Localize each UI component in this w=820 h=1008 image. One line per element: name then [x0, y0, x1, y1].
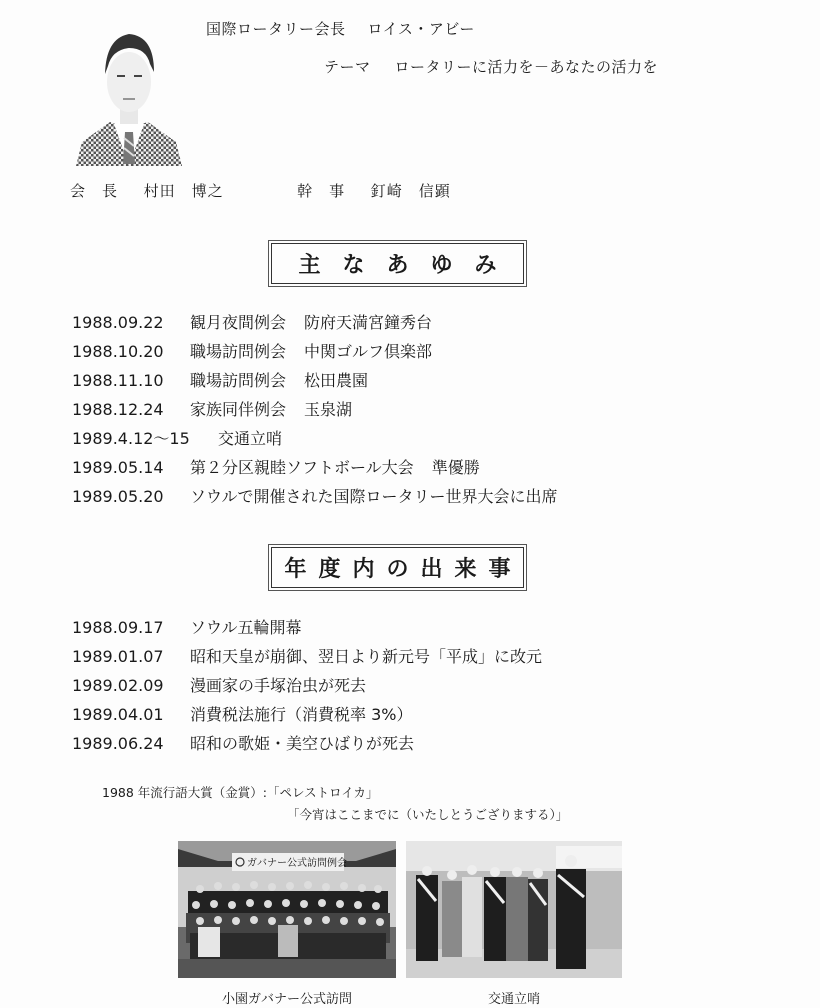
events-heading: 年度内の出来事	[271, 547, 524, 588]
traffic-watch-photo	[406, 841, 622, 978]
buzzword-line-2: 「今宵はここまでに（いたしとうござりまする）」	[287, 807, 569, 822]
traffic-watch-caption: 交通立哨	[487, 992, 540, 1007]
governor-visit-photo	[178, 841, 396, 978]
theme-label: テーマ	[324, 58, 371, 76]
list-item: 1989.05.20 ソウルで開催された国際ロータリー世界大会に出席	[72, 487, 558, 506]
secretary-name: 釘崎 信顕	[370, 182, 451, 200]
theme-line	[324, 56, 658, 77]
events-heading-box	[268, 544, 527, 591]
list-item: 1988.11.10 職場訪問例会 松田農園	[72, 371, 369, 390]
list-item: 1989.4.12～15 交通立哨	[72, 429, 283, 448]
portrait-image	[76, 24, 182, 166]
buzzword-award	[102, 782, 568, 826]
events-list	[72, 613, 542, 758]
buzzword-line-1: 1988 年流行語大賞（金賞）:「ペレストロイカ」	[102, 785, 379, 800]
list-item: 1989.05.14 第２分区親睦ソフトボール大会 準優勝	[72, 458, 480, 477]
ri-president-label: 国際ロータリー会長	[206, 20, 346, 38]
svg-text:ガバナー公式訪問例会: ガバナー公式訪問例会	[247, 858, 347, 869]
traffic-photo-image	[406, 841, 622, 978]
secretary-label: 幹 事	[297, 182, 346, 200]
president-portrait	[76, 24, 182, 166]
president-name: 村田 博之	[143, 182, 224, 200]
activities-heading: 主なあゆみ	[271, 243, 524, 284]
ri-president-line	[206, 18, 475, 39]
list-item: 1989.04.01 消費税法施行（消費税率 3%）	[72, 705, 413, 724]
governor-visit-caption: 小園ガバナー公式訪問	[221, 992, 352, 1007]
group-photo-image	[178, 841, 396, 978]
president-label: 会 長	[70, 182, 119, 200]
list-item: 1989.06.24 昭和の歌姫・美空ひばりが死去	[72, 734, 415, 753]
list-item: 1988.09.22 観月夜間例会 防府天満宮鐘秀台	[72, 313, 433, 332]
ri-president-name: ロイス・アビー	[367, 20, 475, 38]
list-item: 1988.12.24 家族同伴例会 玉泉湖	[72, 400, 353, 419]
theme-text: ロータリーに活力を－あなたの活力を	[394, 58, 659, 76]
list-item: 1988.09.17 ソウル五輪開幕	[72, 618, 302, 637]
list-item: 1988.10.20 職場訪問例会 中関ゴルフ倶楽部	[72, 342, 433, 361]
list-item: 1989.01.07 昭和天皇が崩御、翌日より新元号「平成」に改元	[72, 647, 543, 666]
list-item: 1989.02.09 漫画家の手塚治虫が死去	[72, 676, 367, 695]
activities-heading-box	[268, 240, 527, 287]
activities-list	[72, 308, 558, 511]
club-officers	[70, 180, 451, 201]
